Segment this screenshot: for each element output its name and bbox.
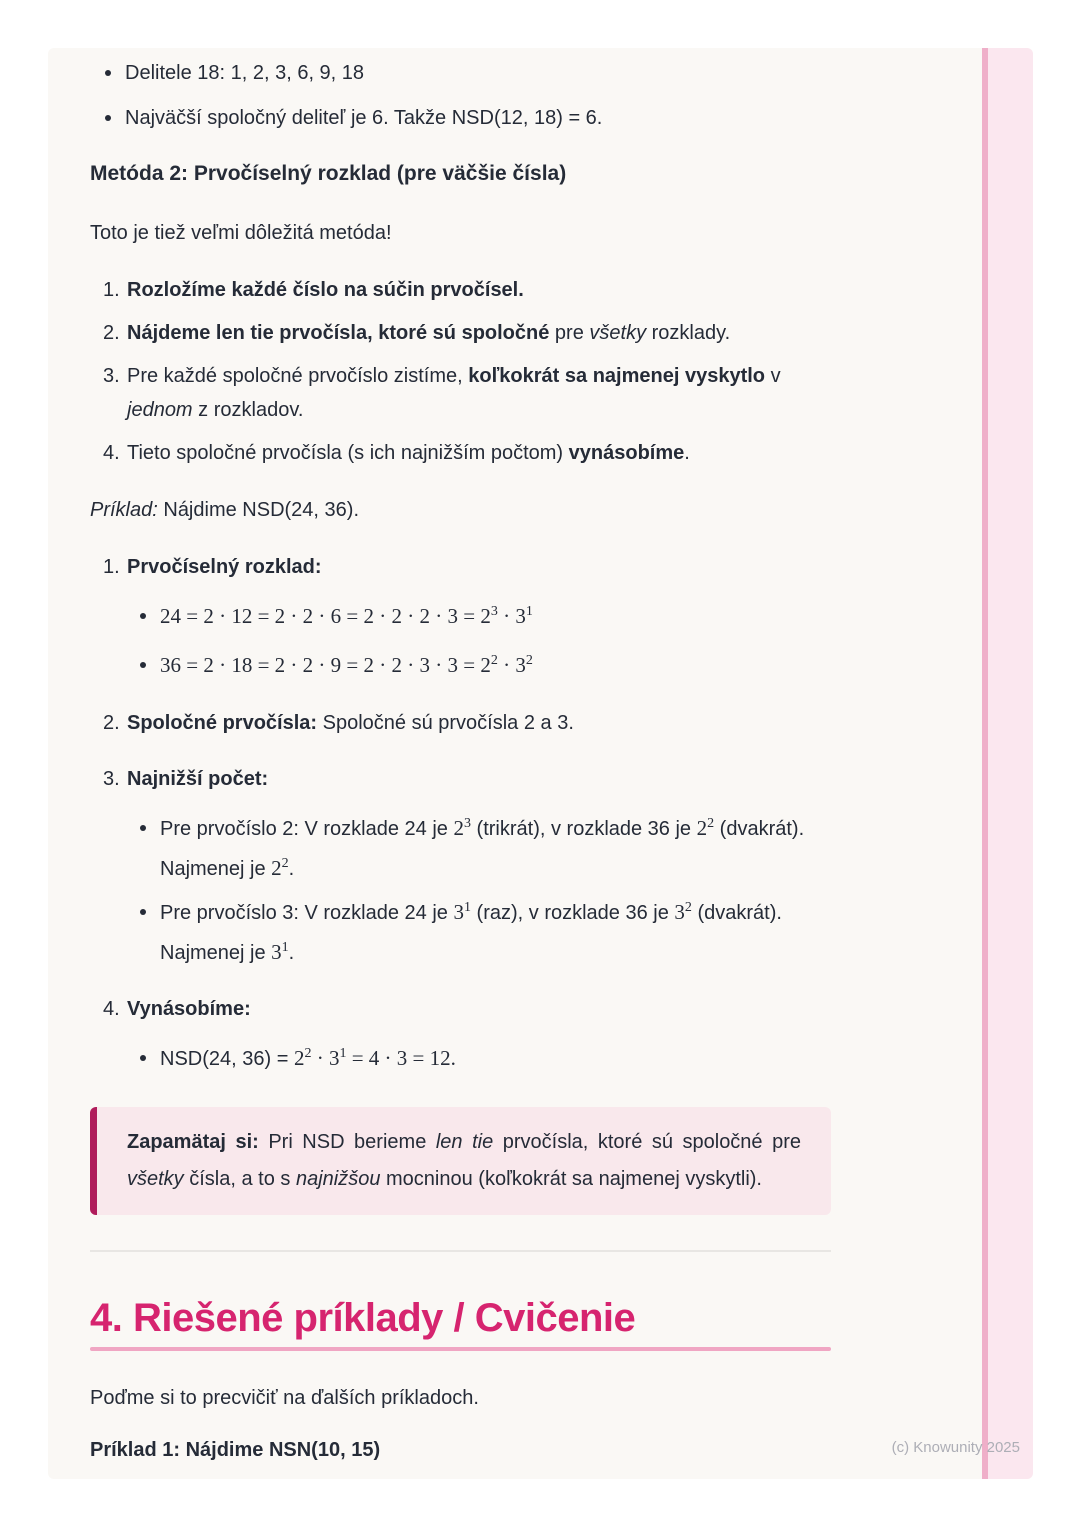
list-number: 1. — [103, 279, 120, 301]
ordered-list-solution — [90, 992, 831, 1026]
heading-underline — [90, 1347, 831, 1351]
list-item — [90, 810, 831, 890]
bullet-dot-icon — [140, 1055, 146, 1061]
bullet-dot-icon — [140, 909, 146, 915]
list-item-text: Pre prvočíslo 2: V rozklade 24 je $2^3$ (trikrát), v rozklade 36 je $2^2$ (dvakrát). Najmenej je $2^2$. — [160, 816, 805, 880]
ordered-list-method-steps — [90, 273, 831, 470]
bullet-dot-icon — [105, 115, 111, 121]
subsection-heading-metoda-2: Metóda 2: Prvočíselný rozklad (pre väčšie čísla) — [90, 162, 567, 185]
list-item — [90, 101, 831, 135]
document-page — [48, 48, 1033, 1479]
list-number: 4. — [103, 998, 120, 1020]
list-item — [90, 648, 831, 686]
paragraph-example-lead: Príklad: Nájdime NSD(24, 36). — [90, 499, 359, 521]
list-item — [90, 894, 831, 974]
bullet-dot-icon — [105, 70, 111, 76]
list-item — [90, 316, 831, 350]
list-item — [90, 273, 831, 307]
list-item-text: Najväčší spoločný deliteľ je 6. Takže NSD(12, 18) = 6. — [125, 107, 603, 129]
list-number: 3. — [103, 365, 120, 387]
list-number: 4. — [103, 442, 120, 464]
list-item — [90, 550, 831, 584]
section-divider — [90, 1250, 831, 1252]
list-item-text: Prvočíselný rozklad: — [127, 556, 322, 578]
list-item — [90, 359, 831, 427]
bullet-dot-icon — [140, 825, 146, 831]
list-item — [90, 706, 831, 740]
list-item-text: Pre prvočíslo 3: V rozklade 24 je $3^1$ (raz), v rozklade 36 je $3^2$ (dvakrát). Najmenej je $3^1$. — [160, 900, 782, 964]
list-item — [90, 762, 831, 796]
math-expression: $36 = 2 \cdot 18 = 2 \cdot 2 \cdot 9 = 2 \cdot 2 \cdot 3 \cdot 3 = 2^2 \cdot 3^2$ — [160, 653, 533, 677]
bullet-list-lowest-powers — [90, 810, 831, 974]
list-item — [90, 599, 831, 637]
list-item-text: Spoločné prvočísla: Spoločné sú prvočísla 2 a 3. — [127, 712, 574, 734]
list-number: 2. — [103, 712, 120, 734]
example-1-heading: Príklad 1: Nájdime NSN(10, 15) — [90, 1439, 381, 1461]
ordered-list-solution — [90, 550, 831, 584]
callout-text: Zapamätaj si: Pri NSD berieme len tie prvočísla, ktoré sú spoločné pre všetky čísla, a to s najnižšou mocninou (koľkokrát sa najmenej vyskytli). — [127, 1131, 801, 1190]
list-item — [90, 992, 831, 1026]
paragraph-intro: Toto je tiež veľmi dôležitá metóda! — [90, 222, 392, 244]
bullet-list-result — [90, 1041, 831, 1079]
bullet-list — [90, 56, 831, 135]
bullet-dot-icon — [140, 662, 146, 668]
page-heading-section-4: 4. Riešené príklady / Cvičenie — [90, 1296, 636, 1340]
list-item — [90, 56, 831, 90]
ordered-list-solution — [90, 706, 831, 740]
list-item-text: Vynásobíme: — [127, 998, 251, 1020]
side-accent-strip — [982, 48, 1033, 1479]
math-expression: NSD(24, $36) = 2^2 \cdot 3^1 = 4 \cdot 3 = 12$. — [160, 1046, 456, 1070]
paragraph-practice-intro: Poďme si to precvičiť na ďalších príkladoch. — [90, 1387, 479, 1409]
list-item-text: Pre každé spoločné prvočíslo zistíme, koľkokrát sa najmenej vyskytlo v jednom z rozkladov. — [127, 365, 781, 421]
remember-callout — [90, 1107, 831, 1215]
list-item-text: Najnižší počet: — [127, 768, 269, 790]
list-item-text: Nájdeme len tie prvočísla, ktoré sú spoločné pre všetky rozklady. — [127, 322, 731, 344]
footer-copyright: (c) Knowunity 2025 — [891, 1439, 1020, 1456]
list-number: 2. — [103, 322, 120, 344]
list-number: 1. — [103, 556, 120, 578]
list-item — [90, 1041, 831, 1079]
list-item-text: Rozložíme každé číslo na súčin prvočísel. — [127, 279, 524, 301]
list-number: 3. — [103, 768, 120, 790]
list-item-text: Delitele 18: 1, 2, 3, 6, 9, 18 — [125, 62, 365, 84]
ordered-list-solution — [90, 762, 831, 796]
list-item — [90, 436, 831, 470]
bullet-dot-icon — [140, 613, 146, 619]
document-content — [48, 48, 831, 1467]
bullet-list-factorizations — [90, 599, 831, 686]
math-expression: $24 = 2 \cdot 12 = 2 \cdot 2 \cdot 6 = 2 \cdot 2 \cdot 2 \cdot 3 = 2^3 \cdot 3^1$ — [160, 604, 533, 628]
list-item-text: Tieto spoločné prvočísla (s ich najnižším počtom) vynásobíme. — [127, 442, 690, 464]
